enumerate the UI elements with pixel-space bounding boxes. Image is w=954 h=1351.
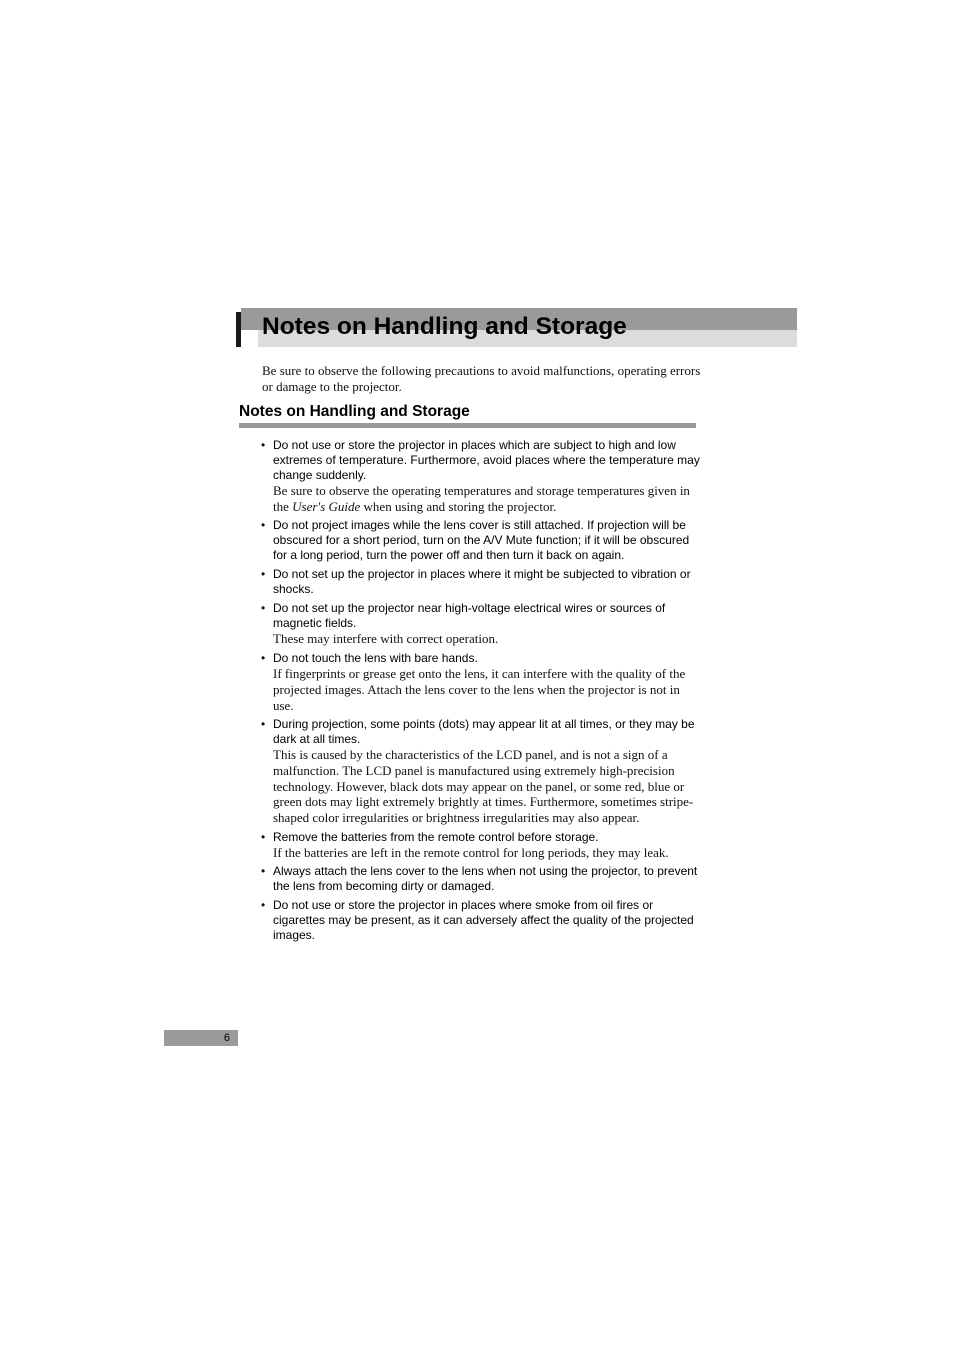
section-rule bbox=[239, 423, 696, 428]
bullet: • bbox=[261, 829, 266, 844]
item-text: Do not use or store the projector in places where smoke from oil fires or cigarettes may be present, as it can adversely affect the quality of the projected images. bbox=[273, 898, 694, 943]
bullet: • bbox=[261, 438, 266, 452]
item-text: During projection, some points (dots) may appear lit at all times, or they may be dark at all times. bbox=[273, 717, 695, 747]
precautions-list bbox=[261, 438, 701, 947]
page-number: 6 bbox=[223, 1032, 230, 1044]
bullet: • bbox=[261, 651, 266, 666]
list-item bbox=[261, 438, 701, 514]
item-note-part: Be sure to observe the operating temperatures and storage temperatures given in the bbox=[273, 483, 690, 514]
item-note: These may interfere with correct operation. bbox=[273, 631, 499, 647]
page-title: Notes on Handling and Storage bbox=[262, 313, 627, 340]
list-item bbox=[261, 717, 701, 826]
item-text: Do not set up the projector near high-voltage electrical wires or sources of magnetic fields. bbox=[273, 601, 666, 631]
list-item bbox=[261, 601, 701, 647]
page-number-bar bbox=[164, 1030, 238, 1046]
section-heading: Notes on Handling and Storage bbox=[239, 403, 470, 420]
list-item bbox=[261, 830, 701, 861]
item-text: Do not set up the projector in places where it might be subjected to vibration or shocks. bbox=[273, 567, 691, 597]
item-note-part: when using and storing the projector. bbox=[360, 498, 557, 514]
bullet: • bbox=[261, 717, 266, 732]
bullet: • bbox=[261, 518, 266, 533]
bullet: • bbox=[261, 567, 266, 582]
item-text: Always attach the lens cover to the lens when not using the projector, to prevent the lens from becoming dirty or damaged. bbox=[273, 864, 698, 894]
item-text: Do not touch the lens with bare hands. bbox=[273, 651, 478, 666]
item-note: If fingerprints or grease get onto the lens, it can interfere with the quality of the projected images. Attach the lens cover to the lens when the projector is not in use. bbox=[273, 666, 686, 713]
item-text: Do not project images while the lens cover is still attached. If projection will be obscured for a short period, turn on the A/V Mute function; if it will be obscured for a long period, turn the power off and then turn it back on again. bbox=[273, 518, 690, 563]
list-item bbox=[261, 518, 701, 563]
guide-title: User's Guide bbox=[292, 498, 361, 514]
bullet: • bbox=[261, 898, 266, 913]
bullet: • bbox=[261, 864, 266, 879]
list-item bbox=[261, 651, 701, 713]
list-item bbox=[261, 898, 701, 943]
intro-paragraph: Be sure to observe the following precautions to avoid malfunctions, operating errors or damage to the projector. bbox=[262, 363, 701, 394]
item-note: This is caused by the characteristics of the LCD panel, and is not a sign of a malfunction. The LCD panel is manufactured using extremely high-precision technology. However, black dots may appear on the panel, or some red, blue or green dots may light extremely brightly at times. Furthermore, sometimes stripe-shaped color irregularities or brightness irregularities may also appear. bbox=[273, 747, 694, 826]
item-note bbox=[273, 483, 701, 514]
item-text: Remove the batteries from the remote control before storage. bbox=[273, 829, 599, 844]
bullet: • bbox=[261, 601, 266, 616]
item-note: If the batteries are left in the remote control for long periods, they may leak. bbox=[273, 844, 669, 860]
item-text: Do not use or store the projector in places which are subject to high and low extremes of temperature. Furthermore, avoid places where the temperature may change suddenly. bbox=[273, 438, 700, 482]
list-item bbox=[261, 567, 701, 597]
list-item bbox=[261, 864, 701, 894]
